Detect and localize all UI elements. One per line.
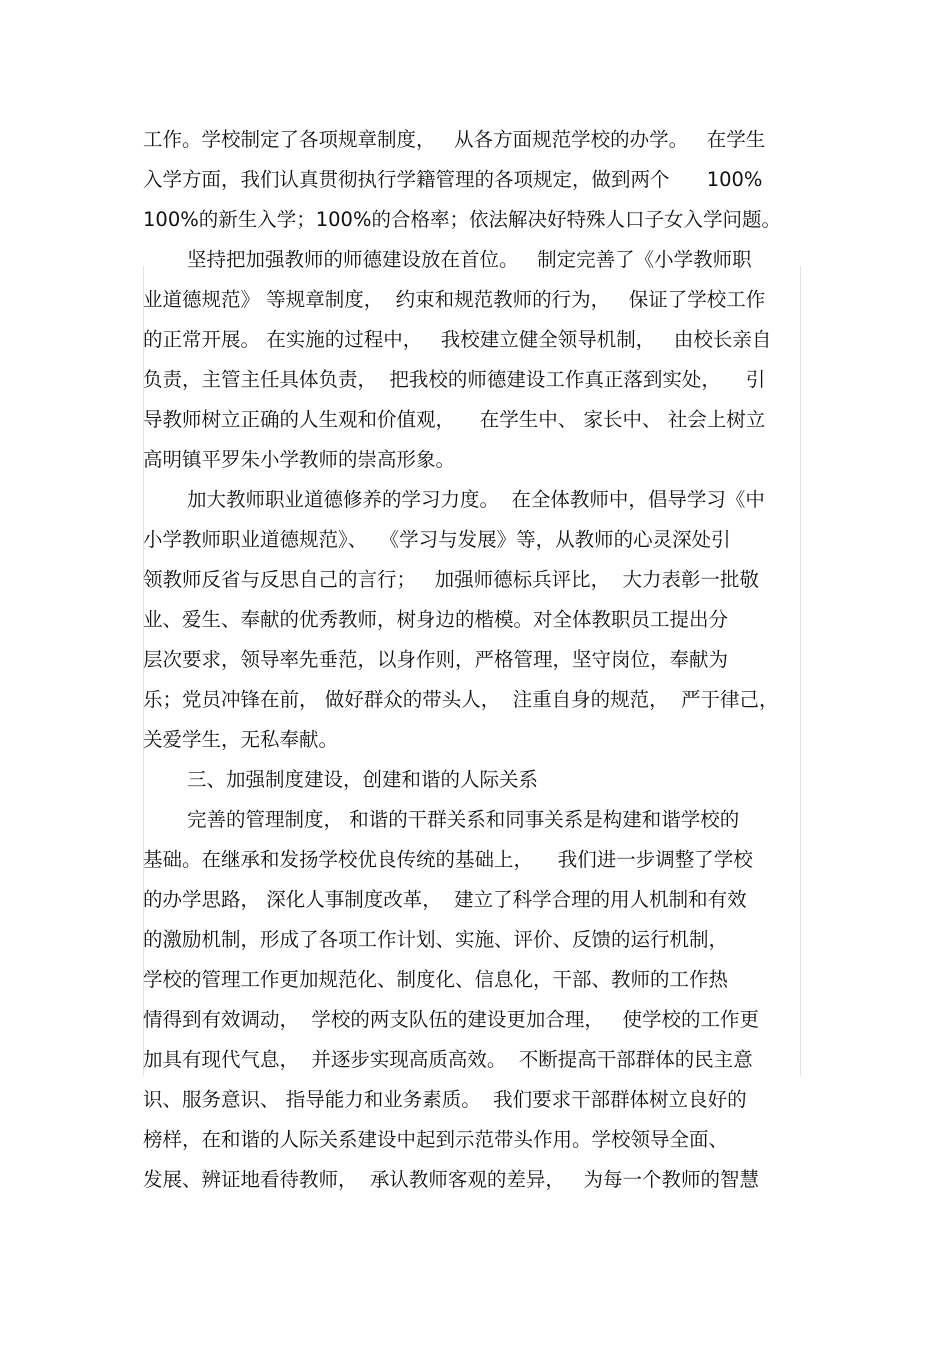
text-line: 业道德规范》 等规章制度， 约束和规范教师的行为， 保证了学校工作 (143, 288, 766, 311)
text-line: 完善的管理制度， 和谐的干群关系和同事关系是构建和谐学校的 (187, 808, 740, 831)
text-line: 识、服务意识、 指导能力和业务素质。 我们要求干部群体树立良好的 (143, 1088, 747, 1111)
text-line: 加具有现代气息， 并逐步实现高质高效。 不断提高干部群体的民主意 (143, 1048, 753, 1071)
text-line: 层次要求，领导率先垂范，以身作则，严格管理，坚守岗位，奉献为 (143, 648, 729, 671)
text-line: 工作。学校制定了各项规章制度， 从各方面规范学校的办学。 在学生 (143, 128, 766, 151)
text-line: 领教师反省与反思自己的言行； 加强师德标兵评比， 大力表彰一批敬 (143, 568, 759, 591)
text-line: 榜样，在和谐的人际关系建设中起到示范带头作用。学校领导全面、 (143, 1128, 729, 1151)
text-line: 小学教师职业道德规范》、 《学习与发展》等，从教师的心灵深处引 (143, 528, 731, 551)
text-line: 学校的管理工作更加规范化、制度化、信息化，干部、教师的工作热 (143, 968, 729, 991)
text-line: 100%的新生入学；100%的合格率；依法解决好特殊人口子女入学问题。 (143, 208, 781, 231)
text-line: 加大教师职业道德修养的学习力度。 在全体教师中，倡导学习《中 (187, 488, 765, 511)
text-line: 基础。在继承和发扬学校优良传统的基础上， 我们进一步调整了学校 (143, 848, 753, 871)
text-line: 乐；党员冲锋在前， 做好群众的带头人， 注重自身的规范， 严于律己， (143, 688, 779, 711)
text-line: 导教师树立正确的人生观和价值观， 在学生中、 家长中、 社会上树立 (143, 408, 766, 431)
text-line: 情得到有效调动， 学校的两支队伍的建设更加合理， 使学校的工作更 (143, 1008, 759, 1031)
text-line: 关爱学生，无私奉献。 (143, 728, 339, 751)
text-line: 的正常开展。 在实施的过程中， 我校建立健全领导机制， 由校长亲自 (143, 328, 772, 351)
text-line: 负责，主管主任具体负责， 把我校的师德建设工作真正落到实处， 引 (143, 368, 766, 391)
text-line: 发展、辨证地看待教师， 承认教师客观的差异， 为每一个教师的智慧 (143, 1168, 759, 1191)
text-line: 业、爱生、奉献的优秀教师，树身边的楷模。对全体教职员工提出分 (143, 608, 729, 631)
text-line: 的办学思路， 深化人事制度改革， 建立了科学合理的用人机制和有效 (143, 888, 747, 911)
text-line: 三、加强制度建设，创建和谐的人际关系 (187, 768, 539, 791)
text-line: 高明镇平罗朱小学教师的崇高形象。 (143, 448, 456, 471)
text-line: 坚持把加强教师的师德建设放在首位。 制定完善了《小学教师职 (187, 248, 752, 271)
text-line: 的激励机制，形成了各项工作计划、实施、评价、反馈的运行机制， (143, 928, 729, 951)
document-body (143, 120, 808, 1200)
text-line: 入学方面，我们认真贯彻执行学籍管理的各项规定，做到两个 100% (143, 168, 763, 191)
